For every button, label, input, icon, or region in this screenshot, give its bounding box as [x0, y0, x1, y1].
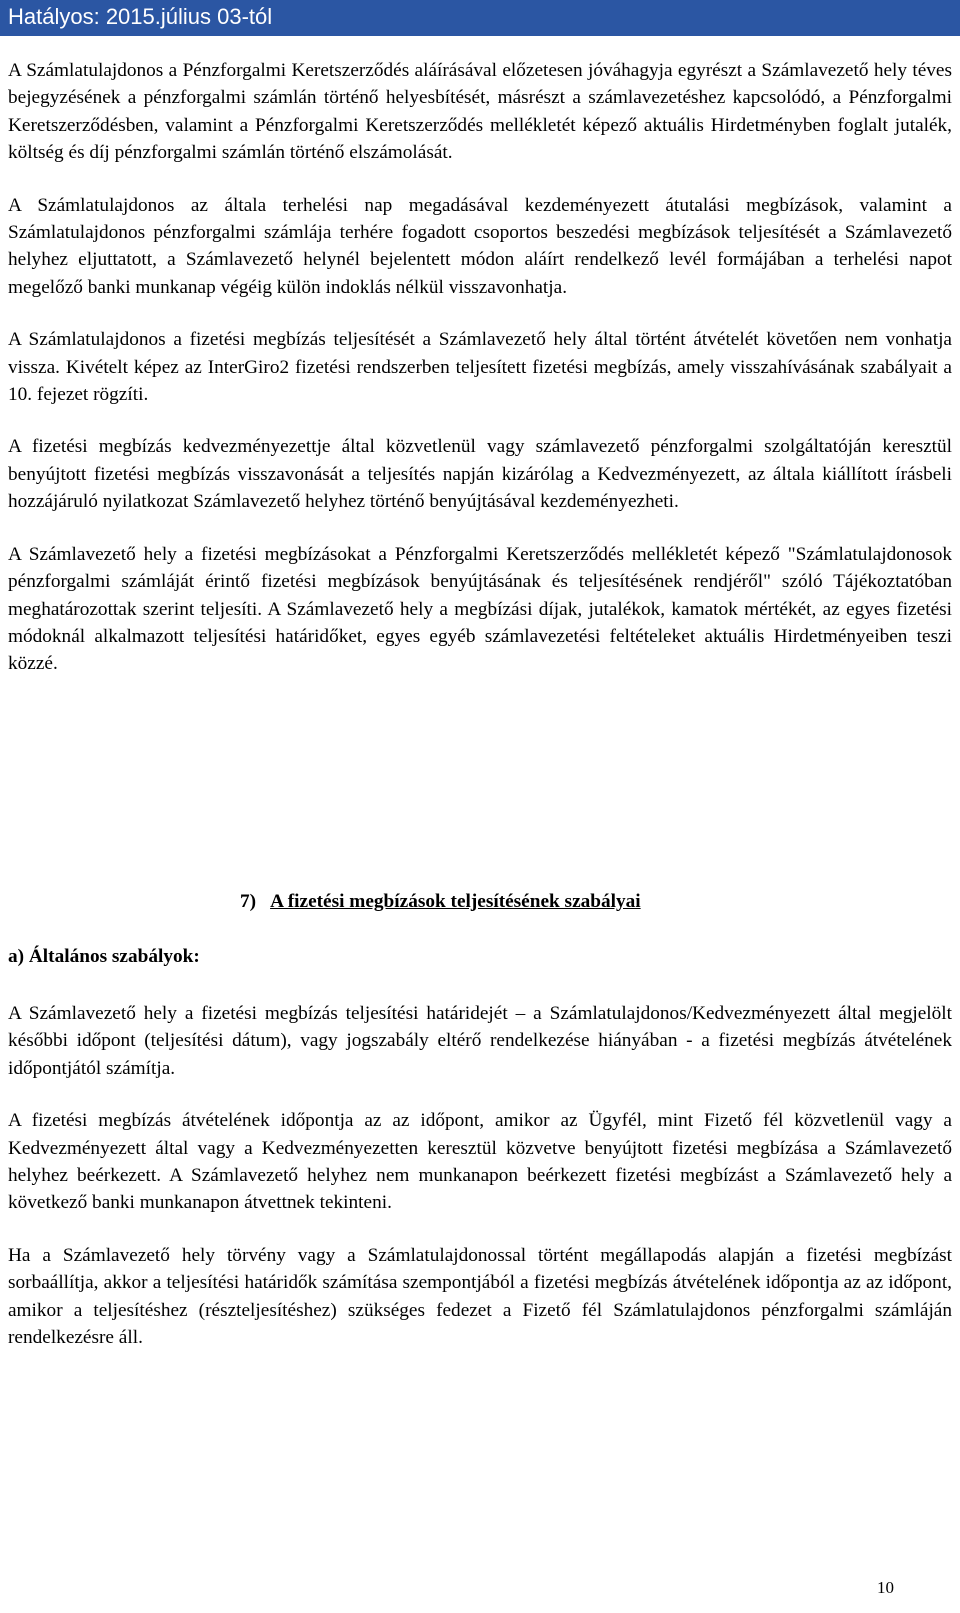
paragraph: A fizetési megbízás kedvezményezettje által közvetlenül vagy számlavezető pénzforgalmi szolgáltatóján keresztül benyújtott fizetési megbízás visszavonását a teljesítés napján kizárólag a Kedvezményezett, az általa kiállított írásbeli hozzájáruló nyilatkozat Számlavezető helyhez történő benyújtásával kezdeményezheti.: [8, 436, 952, 513]
section-number: 7): [240, 891, 257, 912]
paragraph: A Számlavezető hely a fizetési megbízásokat a Pénzforgalmi Keretszerződés mellékletét képező "Számlatulajdonosok pénzforgalmi számláját érintő fizetési megbízások benyújtásának és teljesítésének rendjéről" szóló Tájékoztatóban meghatározottak szerint teljesíti. A Számlavezető hely a megbízási díjak, jutalékok, kamatok mértékét, az egyes fizetési módoknál alkalmazott teljesítési határidőket, egyes egyéb számlavezetési feltételeket aktuális Hirdetményeiben teszi közzé.: [8, 543, 952, 675]
paragraph: A Számlavezető hely a fizetési megbízás teljesítési határidejét – a Számlatulajdonos/Kedvezményezett által megjelölt későbbi időpont (teljesítési dátum), vagy jogszabály eltérő rendelkezése hiányában - a fizetési megbízás átvételének időpontjától számítja.: [8, 1003, 952, 1079]
page-number: 10: [877, 1578, 894, 1597]
section-title: A fizetési megbízások teljesítésének szabályai: [270, 891, 641, 912]
effective-date-header: Hatályos: 2015.július 03-tól: [8, 4, 273, 29]
body-text-top: [8, 57, 952, 678]
paragraph: Ha a Számlavezető hely törvény vagy a Számlatulajdonossal történt megállapodás alapján a fizetési megbízást sorbaállítja, akkor a teljesítési határidők számítása szempontjából a fizetési megbízás átvételének időpontja az az időpont, amikor a teljesítéshez (részteljesítéshez) szükséges fedezet a Fizető fél Számlatulajdonos pénzforgalmi számláján rendelkezésre áll.: [8, 1244, 952, 1349]
header-band: [0, 0, 960, 36]
subsection-heading: a) Általános szabályok:: [8, 946, 200, 967]
paragraph: A fizetési megbízás átvételének időpontja az az időpont, amikor az Ügyfél, mint Fizető fél közvetlenül vagy a Kedvezményezett által vagy a Kedvezményezetten keresztül közvetve benyújtott fizetési megbízása a Számlavezető helyhez beérkezett. A Számlavezető helyhez nem munkanapon beérkezett fizetési megbízást a Számlavezető hely a következő banki munkanapon átvettnek tekinteni.: [8, 1110, 952, 1214]
paragraph: A Számlatulajdonos a fizetési megbízás teljesítését a Számlavezető hely által történt átvételét követően nem vonhatja vissza. Kivételt képez az InterGiro2 fizetési rendszerben teljesített fizetési megbízás, amely visszahívásának szabályait a 10. fejezet rögzíti.: [8, 329, 952, 406]
paragraph: A Számlatulajdonos az általa terhelési nap megadásával kezdeményezett átutalási megbízások, valamint a Számlatulajdonos pénzforgalmi számlája terhére fogadott csoportos beszedési megbízások teljesítését a Számlavezető helyhez eljuttatott, a Számlavezető helynél bejelentett módon aláírt rendelkező levél formájában a terhelési napot megelőző banki munkanap végéig külön indoklás nélkül visszavonhatja.: [8, 194, 952, 298]
paragraph: A Számlatulajdonos a Pénzforgalmi Keretszerződés aláírásával előzetesen jóváhagyja egyrészt a Számlavezető hely téves bejegyzésének a pénzforgalmi számlán történő helyesbítését, másrészt a számlavezetéshez kapcsolódó, a Pénzforgalmi Keretszerződésben, valamint a Pénzforgalmi Keretszerződés mellékletét képező aktuális Hirdetményben foglalt jutalék, költség és díj pénzforgalmi számlán történő elszámolását.: [8, 60, 952, 164]
body-text-bottom: [8, 1000, 952, 1351]
section-heading: [240, 888, 641, 915]
